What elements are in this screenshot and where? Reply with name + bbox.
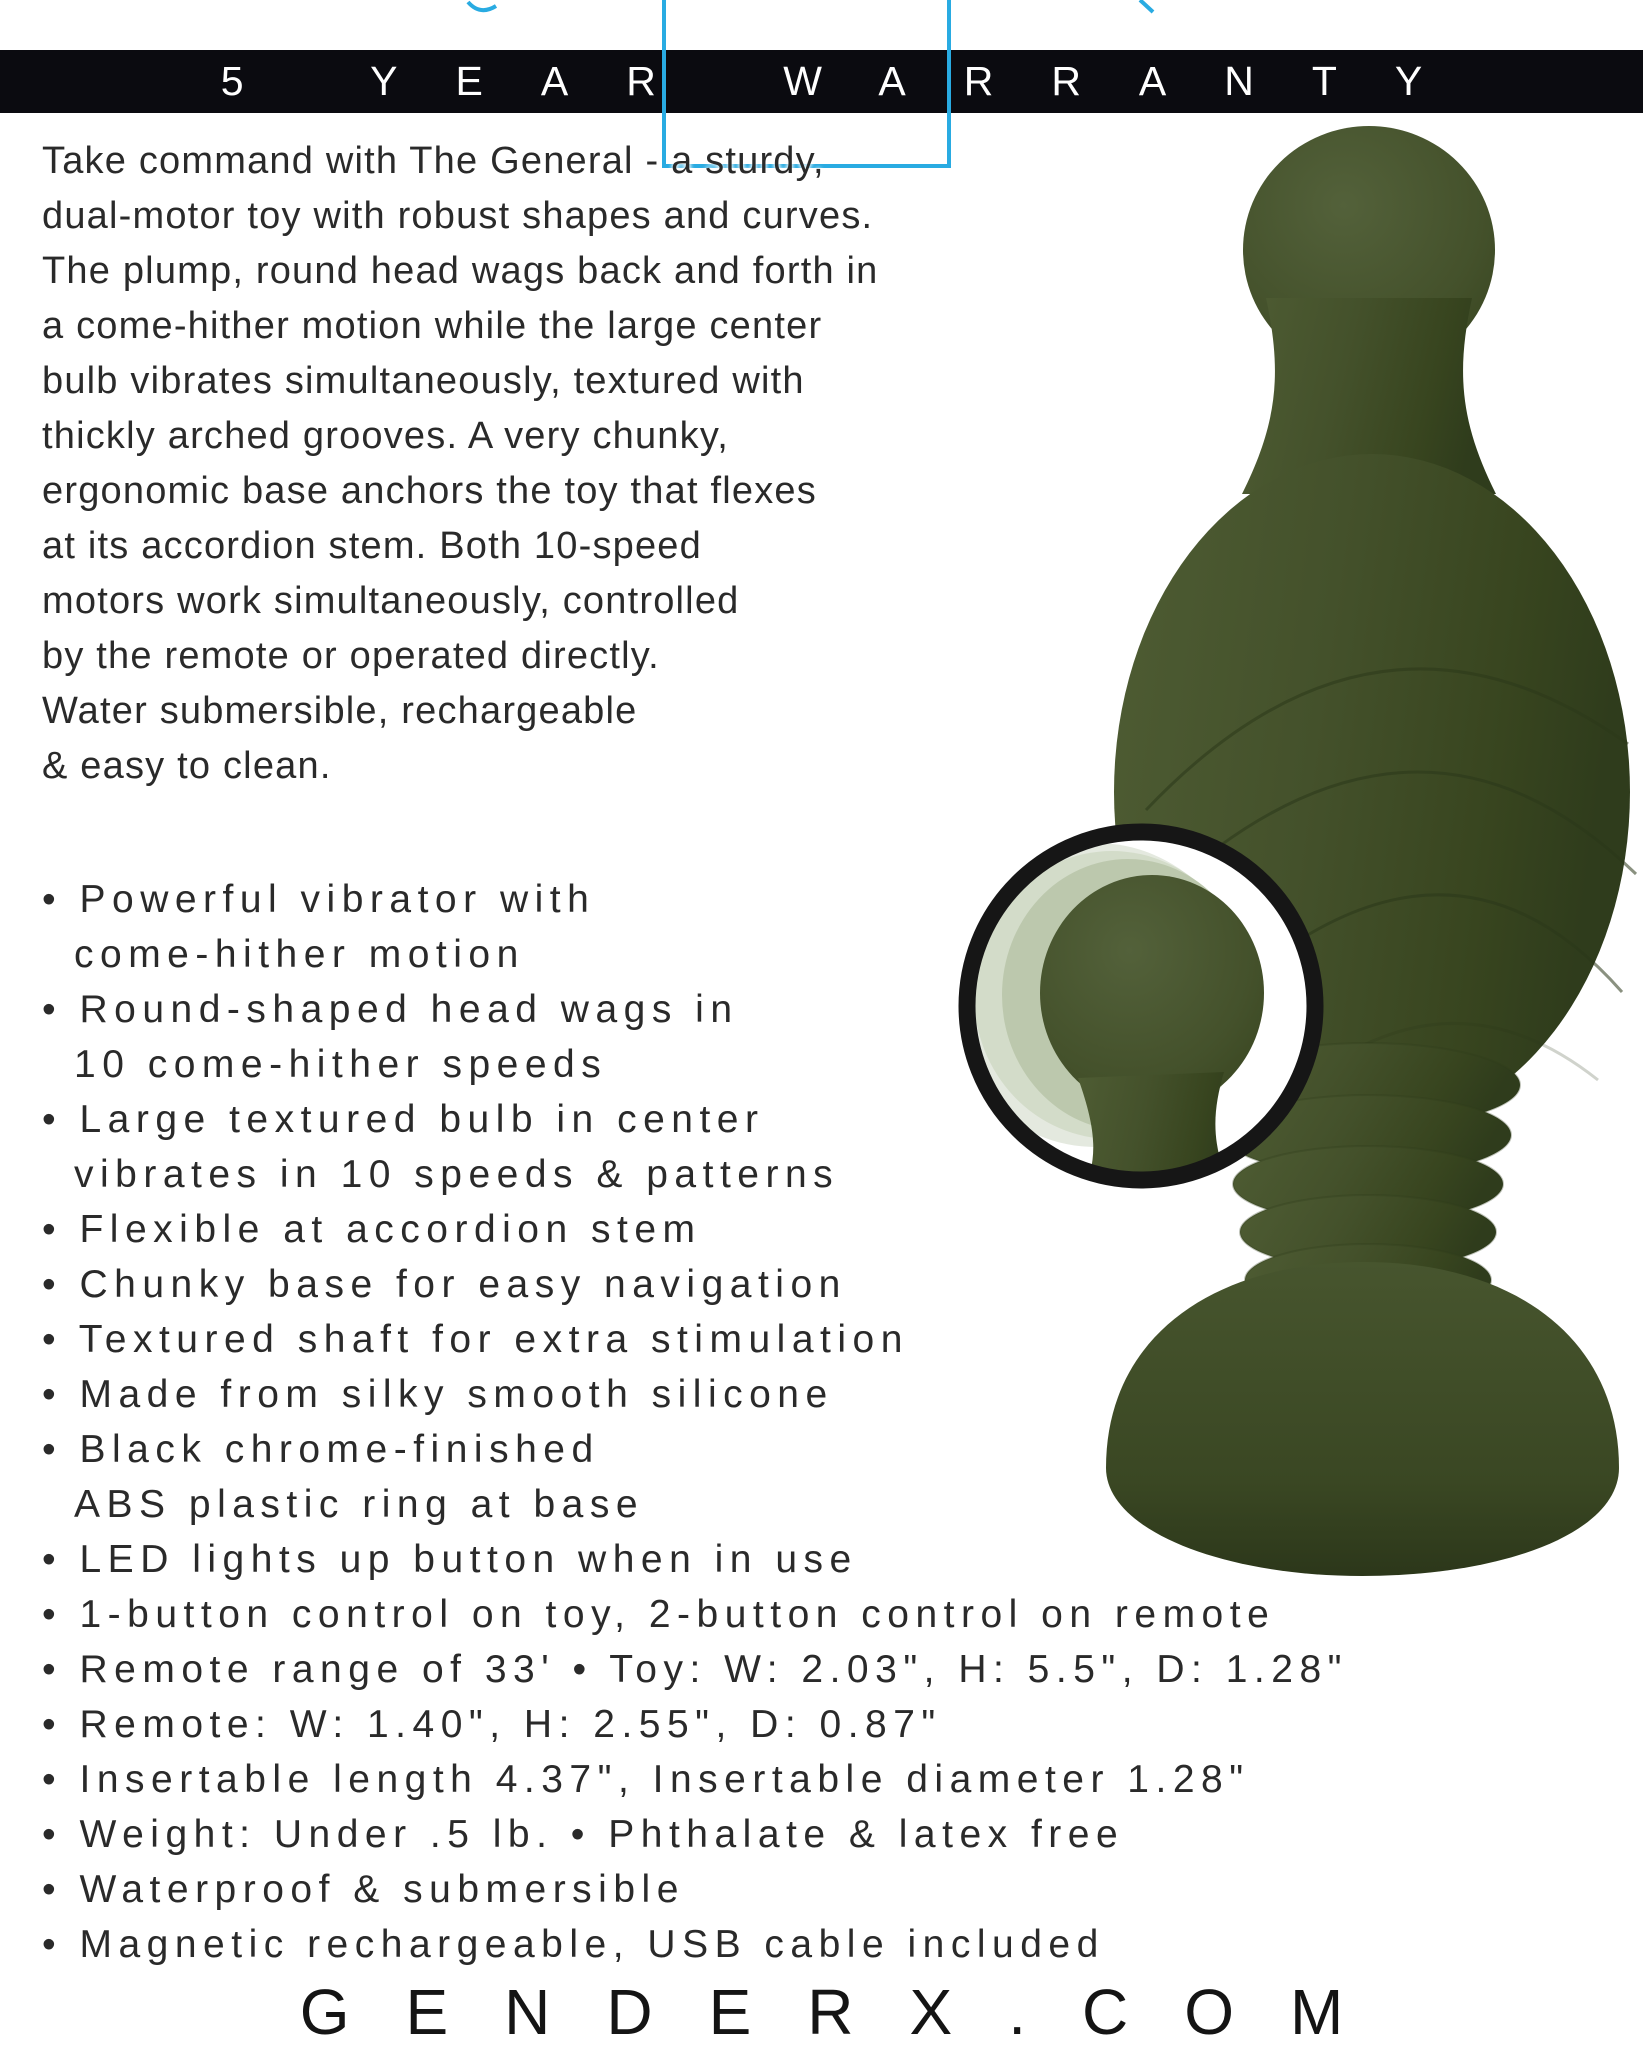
feature-list	[42, 872, 1348, 1972]
description-line: & easy to clean.	[42, 745, 332, 787]
feature-line: • Magnetic rechargeable, USB cable included	[42, 1923, 1105, 1966]
feature-line: • Insertable length 4.37", Insertable diameter 1.28"	[42, 1758, 1250, 1801]
feature-line: • Remote range of 33' • Toy: W: 2.03", H: 5.5", D: 1.28"	[42, 1648, 1348, 1691]
toy-head	[1243, 126, 1495, 374]
feature-line: • Chunky base for easy navigation	[42, 1263, 847, 1306]
feature-line: 10 come-hither speeds	[74, 1043, 608, 1086]
feature-line: • Waterproof & submersible	[42, 1868, 685, 1911]
description-line: at its accordion stem. Both 10-speed	[42, 525, 702, 567]
footer	[0, 1972, 1643, 2052]
feature-line: • Round-shaped head wags in	[42, 988, 739, 1031]
description-line: by the remote or operated directly.	[42, 635, 660, 677]
feature-line: • LED lights up button when in use	[42, 1538, 858, 1581]
feature-line: come-hither motion	[74, 933, 525, 976]
description-line: motors work simultaneously, controlled	[42, 580, 740, 622]
feature-line: • Powerful vibrator with	[42, 878, 596, 921]
feature-line: • Weight: Under .5 lb. • Phthalate & latex free	[42, 1813, 1125, 1856]
feature-line: • Flexible at accordion stem	[42, 1208, 702, 1251]
feature-line: • Large textured bulb in center	[42, 1098, 765, 1141]
callout-fragment-curve	[468, 2, 496, 10]
feature-line: ABS plastic ring at base	[74, 1483, 645, 1526]
toy-neck	[1242, 298, 1496, 494]
description-line: bulb vibrates simultaneously, textured with	[42, 360, 805, 402]
description-line: thickly arched grooves. A very chunky,	[42, 415, 729, 457]
description-line: dual-motor toy with robust shapes and curves.	[42, 195, 874, 237]
feature-line: • Made from silky smooth silicone	[42, 1373, 834, 1416]
description-line: Water submersible, rechargeable	[42, 690, 638, 732]
description-line: a come-hither motion while the large center	[42, 305, 823, 347]
description-line: ergonomic base anchors the toy that flexes	[42, 470, 817, 512]
feature-line: • Textured shaft for extra stimulation	[42, 1318, 909, 1361]
feature-line: • Black chrome-finished	[42, 1428, 600, 1471]
description-line: Take command with The General - a sturdy,	[42, 140, 825, 182]
feature-line: • Remote: W: 1.40", H: 2.55", D: 0.87"	[42, 1703, 942, 1746]
product-description	[42, 134, 879, 794]
feature-line: • 1-button control on toy, 2-button control on remote	[42, 1593, 1276, 1636]
warranty-banner	[0, 50, 1643, 113]
warranty-banner-text: 5 YEAR WARRANTY	[220, 58, 1481, 104]
site-name: GENDERX.COM	[299, 1976, 1400, 2048]
feature-line: vibrates in 10 speeds & patterns	[74, 1153, 840, 1196]
description-line: The plump, round head wags back and forth in	[42, 250, 879, 292]
callout-fragment-tick	[1140, 0, 1153, 12]
